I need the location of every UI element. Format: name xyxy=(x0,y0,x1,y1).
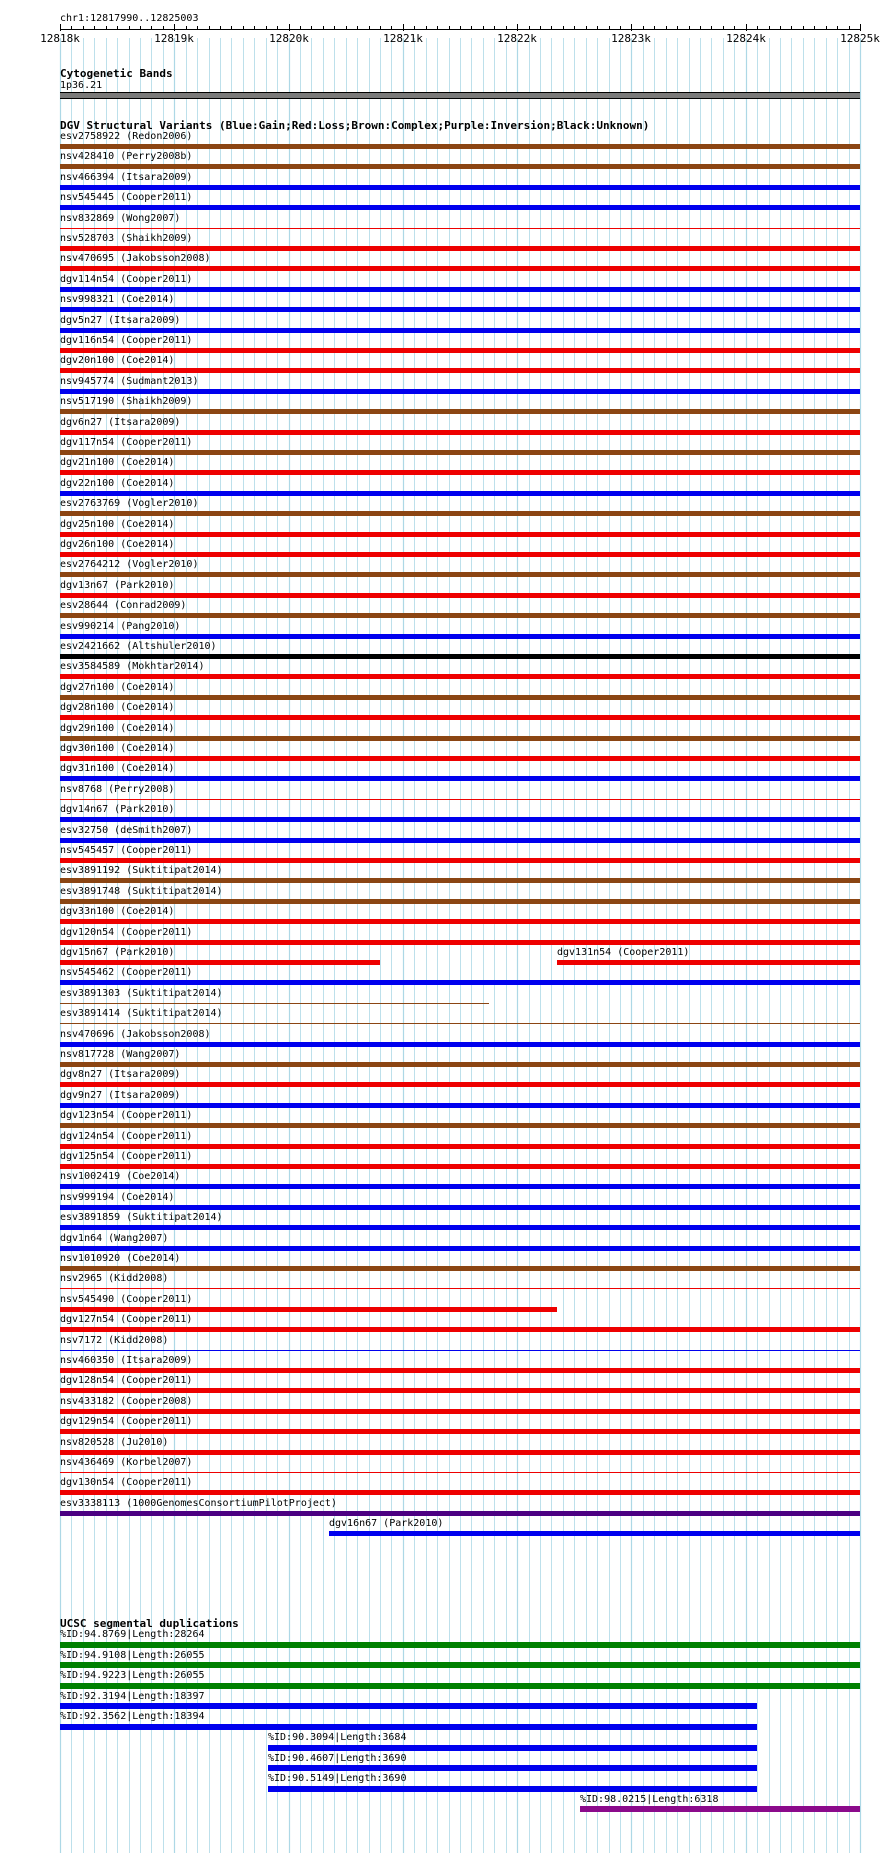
ruler-minor-tick xyxy=(757,26,758,30)
dgv-feature-bar[interactable] xyxy=(60,228,860,229)
ruler-minor-tick xyxy=(209,26,210,30)
dgv-feature-bar[interactable] xyxy=(60,144,860,149)
ruler-minor-tick xyxy=(346,26,347,30)
segdup-feature-bar[interactable] xyxy=(60,1724,757,1730)
dgv-feature-label: nsv945774 (Sudmant2013) xyxy=(60,375,199,387)
ruler-minor-tick xyxy=(460,26,461,30)
segdup-feature-bar[interactable] xyxy=(268,1786,757,1792)
dgv-feature-bar[interactable] xyxy=(60,348,860,353)
dgv-feature-bar[interactable] xyxy=(60,1164,860,1169)
ruler-minor-tick xyxy=(323,26,324,30)
ruler-minor-tick xyxy=(677,26,678,30)
ruler-minor-tick xyxy=(814,26,815,30)
dgv-feature-label: nsv7172 (Kidd2008) xyxy=(60,1334,169,1346)
dgv-feature-label: dgv5n27 (Itsara2009) xyxy=(60,314,181,326)
ruler-minor-tick xyxy=(826,26,827,30)
dgv-feature-label: esv3338113 (1000GenomesConsortiumPilotProject) xyxy=(60,1497,337,1509)
ruler-minor-tick xyxy=(163,26,164,30)
dgv-feature-label: dgv22n100 (Coe2014) xyxy=(60,477,175,489)
ruler-minor-tick xyxy=(734,26,735,30)
ruler-minor-tick xyxy=(597,26,598,30)
dgv-feature-label: dgv114n54 (Cooper2011) xyxy=(60,273,193,285)
ruler-tick-label: 12822k xyxy=(497,32,537,45)
segdup-feature-label: %ID:94.9108|Length:26055 xyxy=(60,1649,205,1661)
dgv-feature-bar[interactable] xyxy=(60,1409,860,1414)
dgv-feature-bar[interactable] xyxy=(60,266,860,271)
dgv-feature-bar[interactable] xyxy=(60,1042,860,1047)
segdup-feature-bar[interactable] xyxy=(268,1765,757,1771)
dgv-feature-label: nsv2965 (Kidd2008) xyxy=(60,1273,169,1285)
dgv-feature-label: dgv123n54 (Cooper2011) xyxy=(60,1110,193,1122)
ruler-minor-tick xyxy=(449,26,450,30)
ruler-minor-tick xyxy=(186,26,187,30)
dgv-feature-bar[interactable] xyxy=(60,1490,860,1495)
dgv-feature-bar[interactable] xyxy=(60,756,860,761)
dgv-feature-label: esv3891414 (Suktitipat2014) xyxy=(60,1008,223,1020)
dgv-feature-bar[interactable] xyxy=(60,736,860,741)
dgv-feature-label: nsv545457 (Cooper2011) xyxy=(60,845,193,856)
dgv-feature-label: dgv25n100 (Coe2014) xyxy=(60,518,175,530)
segdup-feature-label: %ID:92.3194|Length:18397 xyxy=(60,1690,205,1702)
dgv-feature-label: nsv428410 (Perry2008b) xyxy=(60,151,193,163)
ruler-major-tick xyxy=(60,24,61,31)
ruler-major-tick xyxy=(746,24,747,31)
ruler-minor-tick xyxy=(437,26,438,30)
dgv-feature-label: dgv31n100 (Coe2014) xyxy=(60,763,175,775)
dgv-feature-label: nsv1010920 (Coe2014) xyxy=(60,1253,181,1264)
dgv-feature-label: esv3891859 (Suktitipat2014) xyxy=(60,1212,223,1224)
ruler-minor-tick xyxy=(666,26,667,30)
dgv-feature-bar[interactable] xyxy=(60,450,860,455)
dgv-feature-label: dgv127n54 (Cooper2011) xyxy=(60,1314,193,1326)
ruler-minor-tick xyxy=(494,26,495,30)
cyto-track-title: Cytogenetic Bands xyxy=(60,67,173,80)
ruler-minor-tick xyxy=(414,26,415,30)
ruler-minor-tick xyxy=(254,26,255,30)
segdup-feature-bar[interactable] xyxy=(60,1683,860,1689)
dgv-feature-label: dgv131n54 (Cooper2011) xyxy=(557,947,690,958)
dgv-feature-bar[interactable] xyxy=(60,1023,860,1024)
ruler-minor-tick xyxy=(654,26,655,30)
dgv-feature-bar[interactable] xyxy=(60,1225,860,1230)
dgv-feature-bar[interactable] xyxy=(60,205,860,210)
dgv-feature-bar[interactable] xyxy=(60,838,860,843)
ruler-minor-tick xyxy=(551,26,552,30)
dgv-feature-bar[interactable] xyxy=(60,899,860,904)
dgv-feature-bar[interactable] xyxy=(60,654,860,659)
ruler-minor-tick xyxy=(769,26,770,30)
dgv-feature-bar[interactable] xyxy=(60,287,860,292)
dgv-feature-label: dgv1n64 (Wang2007) xyxy=(60,1232,169,1244)
dgv-feature-bar[interactable] xyxy=(60,1123,860,1128)
dgv-feature-bar[interactable] xyxy=(329,1531,860,1536)
dgv-track-title: DGV Structural Variants (Blue:Gain;Red:Loss;Brown:Complex;Purple:Inversion;Black:Unknown) xyxy=(60,119,650,132)
dgv-feature-bar[interactable] xyxy=(60,430,860,435)
dgv-feature-bar[interactable] xyxy=(60,307,860,312)
ruler-minor-tick xyxy=(300,26,301,30)
dgv-feature-bar[interactable] xyxy=(60,613,860,618)
dgv-feature-bar[interactable] xyxy=(60,878,860,883)
dgv-feature-bar[interactable] xyxy=(60,1288,860,1289)
dgv-feature-label: dgv20n100 (Coe2014) xyxy=(60,355,175,367)
segdup-feature-bar[interactable] xyxy=(580,1806,860,1812)
dgv-feature-bar[interactable] xyxy=(60,1388,860,1393)
dgv-feature-label: nsv528703 (Shaikh2009) xyxy=(60,233,193,244)
dgv-feature-label: esv990214 (Pang2010) xyxy=(60,620,181,632)
dgv-feature-bar[interactable] xyxy=(60,511,860,516)
dgv-feature-label: dgv125n54 (Cooper2011) xyxy=(60,1151,193,1162)
ruler-minor-tick xyxy=(849,26,850,30)
ruler-minor-tick xyxy=(357,26,358,30)
dgv-feature-label: dgv117n54 (Cooper2011) xyxy=(60,437,193,448)
dgv-feature-bar[interactable] xyxy=(60,715,860,720)
dgv-feature-label: nsv433182 (Cooper2008) xyxy=(60,1395,193,1407)
dgv-feature-bar[interactable] xyxy=(60,164,860,169)
dgv-feature-label: nsv545490 (Cooper2011) xyxy=(60,1293,193,1305)
dgv-feature-label: nsv470695 (Jakobsson2008) xyxy=(60,253,211,265)
cyto-band-label: 1p36.21 xyxy=(60,80,103,91)
dgv-feature-label: dgv21n100 (Coe2014) xyxy=(60,457,175,469)
ruler-major-tick xyxy=(860,24,861,31)
ruler-major-tick xyxy=(174,24,175,31)
ruler-major-tick xyxy=(289,24,290,31)
segdup-feature-bar[interactable] xyxy=(60,1703,757,1709)
ruler-minor-tick xyxy=(380,26,381,30)
ruler-minor-tick xyxy=(529,26,530,30)
dgv-feature-bar[interactable] xyxy=(60,1266,860,1271)
ruler-minor-tick xyxy=(803,26,804,30)
dgv-feature-bar[interactable] xyxy=(60,1144,860,1149)
ruler-minor-tick xyxy=(609,26,610,30)
dgv-feature-label: dgv30n100 (Coe2014) xyxy=(60,743,175,754)
ruler-tick-label: 12823k xyxy=(611,32,651,45)
dgv-feature-bar[interactable] xyxy=(60,532,860,537)
segdup-feature-bar[interactable] xyxy=(60,1642,860,1648)
dgv-feature-label: dgv124n54 (Cooper2011) xyxy=(60,1130,193,1142)
ruler-major-tick xyxy=(517,24,518,31)
ruler-tick-label: 12820k xyxy=(269,32,309,45)
ruler-tick-label: 12819k xyxy=(154,32,194,45)
dgv-feature-label: esv2763769 (Vogler2010) xyxy=(60,498,199,510)
dgv-feature-bar[interactable] xyxy=(60,1184,860,1189)
dgv-feature-bar[interactable] xyxy=(60,858,860,863)
ruler-minor-tick xyxy=(243,26,244,30)
dgv-feature-bar[interactable] xyxy=(60,1082,860,1087)
dgv-feature-bar[interactable] xyxy=(60,470,860,475)
dgv-feature-label: esv32750 (deSmith2007) xyxy=(60,824,193,836)
dgv-feature-bar[interactable] xyxy=(60,572,860,577)
ruler-tick-label: 12825k xyxy=(840,32,880,45)
ruler-minor-tick xyxy=(391,26,392,30)
ruler-tick-label: 12824k xyxy=(726,32,766,45)
dgv-feature-label: esv28644 (Conrad2009) xyxy=(60,600,187,612)
dgv-feature-label: dgv29n100 (Coe2014) xyxy=(60,722,175,734)
dgv-feature-label: nsv460350 (Itsara2009) xyxy=(60,1355,193,1366)
dgv-feature-bar[interactable] xyxy=(60,368,860,373)
dgv-feature-label: dgv16n67 (Park2010) xyxy=(329,1518,444,1530)
dgv-feature-label: nsv820528 (Ju2010) xyxy=(60,1436,169,1448)
dgv-feature-bar[interactable] xyxy=(60,960,380,965)
segdup-track-title: UCSC segmental duplications xyxy=(60,1617,239,1630)
dgv-feature-bar[interactable] xyxy=(60,491,860,496)
dgv-feature-label: dgv6n27 (Itsara2009) xyxy=(60,416,181,428)
dgv-feature-bar[interactable] xyxy=(60,799,860,800)
dgv-feature-label: nsv8768 (Perry2008) xyxy=(60,783,175,795)
segdup-feature-bar[interactable] xyxy=(268,1745,757,1751)
dgv-feature-label: esv3891192 (Suktitipat2014) xyxy=(60,865,223,877)
dgv-feature-bar[interactable] xyxy=(60,246,860,251)
dgv-feature-label: nsv999194 (Coe2014) xyxy=(60,1191,175,1203)
ruler-minor-tick xyxy=(540,26,541,30)
ruler-minor-tick xyxy=(369,26,370,30)
dgv-feature-bar[interactable] xyxy=(60,674,860,679)
dgv-feature-bar[interactable] xyxy=(60,328,860,333)
ruler-minor-tick xyxy=(643,26,644,30)
dgv-feature-label: dgv26n100 (Coe2014) xyxy=(60,539,175,550)
dgv-feature-label: nsv466394 (Itsara2009) xyxy=(60,171,193,183)
segdup-feature-bar[interactable] xyxy=(60,1662,860,1668)
dgv-feature-bar[interactable] xyxy=(60,389,860,394)
dgv-feature-bar[interactable] xyxy=(60,1429,860,1434)
ruler-minor-tick xyxy=(780,26,781,30)
ruler-tick-label: 12821k xyxy=(383,32,423,45)
segdup-feature-label: %ID:98.0215|Length:6318 xyxy=(580,1793,719,1805)
dgv-feature-label: nsv517190 (Shaikh2009) xyxy=(60,396,193,408)
ruler-minor-tick xyxy=(563,26,564,30)
dgv-feature-bar[interactable] xyxy=(60,695,860,700)
ruler-minor-tick xyxy=(471,26,472,30)
ruler-minor-tick xyxy=(129,26,130,30)
dgv-feature-label: dgv28n100 (Coe2014) xyxy=(60,702,175,714)
dgv-feature-label: dgv116n54 (Cooper2011) xyxy=(60,335,193,346)
dgv-feature-bar[interactable] xyxy=(60,1450,860,1455)
dgv-feature-bar[interactable] xyxy=(60,1511,860,1516)
ruler-minor-tick xyxy=(94,26,95,30)
ruler-minor-tick xyxy=(791,26,792,30)
dgv-feature-label: nsv817728 (Wang2007) xyxy=(60,1049,181,1060)
ruler-minor-tick xyxy=(277,26,278,30)
dgv-feature-label: dgv33n100 (Coe2014) xyxy=(60,906,175,918)
ruler-minor-tick xyxy=(151,26,152,30)
ruler-minor-tick xyxy=(106,26,107,30)
ruler-minor-tick xyxy=(334,26,335,30)
dgv-feature-label: esv3584589 (Mokhtar2014) xyxy=(60,661,205,673)
ruler-minor-tick xyxy=(426,26,427,30)
dgv-feature-bar[interactable] xyxy=(60,776,860,781)
ruler-tick-label: 12818k xyxy=(40,32,80,45)
ruler-major-tick xyxy=(631,24,632,31)
ruler-minor-tick xyxy=(220,26,221,30)
dgv-feature-bar[interactable] xyxy=(60,1103,860,1108)
ruler-minor-tick xyxy=(311,26,312,30)
ruler-minor-tick xyxy=(574,26,575,30)
dgv-feature-bar[interactable] xyxy=(60,1246,860,1251)
dgv-feature-bar[interactable] xyxy=(60,1062,860,1067)
dgv-feature-bar[interactable] xyxy=(557,960,860,965)
ruler-minor-tick xyxy=(140,26,141,30)
dgv-feature-bar[interactable] xyxy=(60,1327,860,1332)
dgv-feature-bar[interactable] xyxy=(60,634,860,639)
dgv-feature-bar[interactable] xyxy=(60,552,860,557)
dgv-feature-bar[interactable] xyxy=(60,817,860,822)
dgv-feature-bar[interactable] xyxy=(60,1368,860,1373)
dgv-feature-label: dgv14n67 (Park2010) xyxy=(60,804,175,816)
dgv-feature-label: nsv832869 (Wong2007) xyxy=(60,212,181,224)
ruler-minor-tick xyxy=(620,26,621,30)
dgv-feature-bar[interactable] xyxy=(60,1003,489,1004)
dgv-feature-label: esv3891303 (Suktitipat2014) xyxy=(60,987,223,999)
dgv-feature-label: nsv545445 (Cooper2011) xyxy=(60,192,193,204)
ruler-minor-tick xyxy=(586,26,587,30)
dgv-feature-label: dgv8n27 (Itsara2009) xyxy=(60,1069,181,1081)
ruler-minor-tick xyxy=(711,26,712,30)
dgv-feature-label: nsv998321 (Coe2014) xyxy=(60,294,175,306)
dgv-feature-bar[interactable] xyxy=(60,185,860,190)
segdup-feature-label: %ID:90.4607|Length:3690 xyxy=(268,1752,407,1764)
dgv-feature-bar[interactable] xyxy=(60,1205,860,1210)
ruler-minor-tick xyxy=(723,26,724,30)
dgv-feature-label: dgv13n67 (Park2010) xyxy=(60,579,175,591)
dgv-feature-bar[interactable] xyxy=(60,409,860,414)
dgv-feature-label: dgv15n67 (Park2010) xyxy=(60,947,175,958)
ruler-minor-tick xyxy=(117,26,118,30)
ruler-minor-tick xyxy=(483,26,484,30)
cyto-band-bar[interactable] xyxy=(60,92,860,99)
dgv-feature-label: nsv436469 (Korbel2007) xyxy=(60,1457,193,1468)
dgv-feature-label: nsv470696 (Jakobsson2008) xyxy=(60,1028,211,1040)
ruler-major-tick xyxy=(403,24,404,31)
segdup-feature-label: %ID:90.3094|Length:3684 xyxy=(268,1732,407,1743)
dgv-feature-bar[interactable] xyxy=(60,919,860,924)
dgv-feature-bar[interactable] xyxy=(60,980,860,985)
segdup-feature-label: %ID:94.8769|Length:28264 xyxy=(60,1629,205,1640)
ruler-minor-tick xyxy=(83,26,84,30)
dgv-feature-label: dgv128n54 (Cooper2011) xyxy=(60,1375,193,1387)
position-label: chr1:12817990..12825003 xyxy=(60,13,199,24)
dgv-feature-bar[interactable] xyxy=(60,1350,860,1351)
ruler-minor-tick xyxy=(231,26,232,30)
dgv-feature-label: nsv1002419 (Coe2014) xyxy=(60,1171,181,1183)
dgv-feature-label: dgv120n54 (Cooper2011) xyxy=(60,926,193,938)
ruler-minor-tick xyxy=(506,26,507,30)
ruler-minor-tick xyxy=(700,26,701,30)
dgv-feature-label: esv2758922 (Redon2006) xyxy=(60,131,193,142)
dgv-feature-label: dgv9n27 (Itsara2009) xyxy=(60,1089,181,1101)
segdup-feature-label: %ID:90.5149|Length:3690 xyxy=(268,1773,407,1785)
dgv-feature-bar[interactable] xyxy=(60,940,860,945)
dgv-feature-bar[interactable] xyxy=(60,593,860,598)
dgv-feature-label: nsv545462 (Cooper2011) xyxy=(60,967,193,979)
dgv-feature-label: dgv129n54 (Cooper2011) xyxy=(60,1416,193,1428)
dgv-feature-bar[interactable] xyxy=(60,1307,557,1312)
dgv-feature-label: esv3891748 (Suktitipat2014) xyxy=(60,885,223,897)
segdup-feature-label: %ID:94.9223|Length:26055 xyxy=(60,1670,205,1682)
dgv-feature-label: dgv130n54 (Cooper2011) xyxy=(60,1477,193,1489)
ruler-minor-tick xyxy=(837,26,838,30)
dgv-feature-label: esv2421662 (Altshuler2010) xyxy=(60,641,217,652)
ruler-minor-tick xyxy=(689,26,690,30)
segdup-feature-label: %ID:92.3562|Length:18394 xyxy=(60,1711,205,1723)
dgv-feature-bar[interactable] xyxy=(60,1472,860,1473)
ruler-minor-tick xyxy=(197,26,198,30)
ruler-minor-tick xyxy=(71,26,72,30)
ruler-minor-tick xyxy=(266,26,267,30)
dgv-feature-label: esv2764212 (Vogler2010) xyxy=(60,559,199,571)
dgv-feature-label: dgv27n100 (Coe2014) xyxy=(60,681,175,693)
